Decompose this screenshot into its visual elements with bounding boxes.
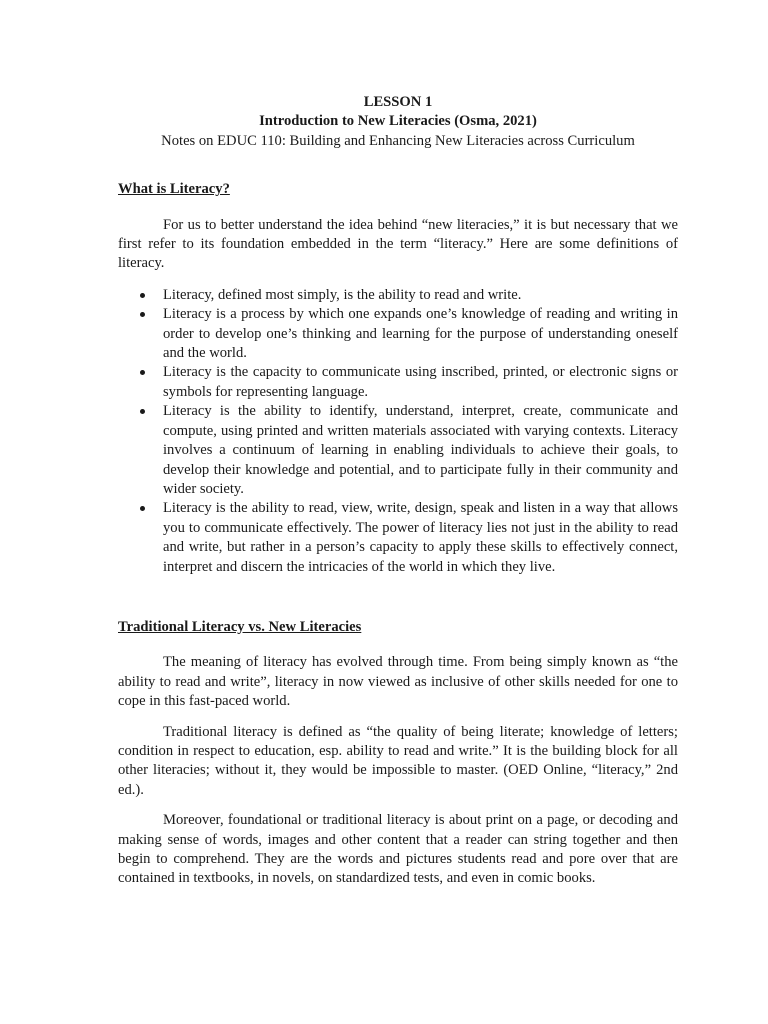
list-item-text: Literacy is the ability to read, view, write, design, speak and listen in a way that allows you to communicate effectively. The power of literacy lies not just in the ability to read and write, but rather in a person’s capacity to apply these skills to effectively connect, interpret and discern the intricacies of the world in which they live. (163, 500, 678, 575)
document-page (118, 93, 678, 889)
list-item-text: Literacy is the capacity to communicate using inscribed, printed, or electronic signs or symbols for representing language. (163, 364, 678, 400)
list-item (163, 305, 678, 363)
lesson-label: LESSON 1 (363, 94, 433, 110)
list-item (163, 363, 678, 402)
list-item (163, 499, 678, 577)
lesson-header (118, 93, 678, 151)
section-heading-what-is-literacy: What is Literacy? (118, 181, 230, 198)
bullet-icon (140, 506, 145, 511)
bullet-icon (140, 293, 145, 298)
intro-paragraph: For us to better understand the idea behind “new literacies,” it is but necessary that we first refer to its foundation embedded in the term “literacy.” Here are some definitions of literacy. (118, 216, 678, 272)
list-item (163, 402, 678, 499)
list-item-text: Literacy, defined most simply, is the ability to read and write. (163, 286, 522, 303)
body-paragraph: Traditional literacy is defined as “the quality of being literate; knowledge of letters; condition in respect to education, esp. ability to read and write.” It is the building block for all other literacies; without it, they would be impossible to master. (OED Online, “literacy,” 2nd ed.). (118, 723, 678, 798)
bullet-icon (140, 312, 145, 317)
list-item-text: Literacy is the ability to identify, understand, interpret, create, communicate and compute, using printed and written materials associated with varying contexts. Literacy involves a continuum of learning in enabling individuals to achieve their goals, to develop their knowledge and potential, and to participate fully in their community and wider society. (163, 403, 678, 497)
list-item-text: Literacy is a process by which one expands one’s knowledge of reading and writing in order to develop one’s thinking and learning for the purpose of understanding oneself and the world. (163, 306, 678, 362)
bullet-icon (140, 409, 145, 414)
list-item (163, 286, 678, 305)
course-subtitle: Notes on EDUC 110: Building and Enhancing New Literacies across Curriculum (161, 132, 635, 149)
body-paragraph: Moreover, foundational or traditional literacy is about print on a page, or decoding and making sense of words, images and other content that a reader can string together and then begin to comprehend. They are the words and pictures students read and pore over that are contained in textbooks, in novels, on standardized tests, and even in comic books. (118, 812, 678, 887)
lesson-title: Introduction to New Literacies (Osma, 2021) (259, 113, 537, 130)
definitions-list (118, 286, 678, 577)
body-paragraph: The meaning of literacy has evolved through time. From being simply known as “the ability to read and write”, literacy in now viewed as inclusive of other skills needed for one to cope in this fast-paced world. (118, 654, 678, 710)
section-heading-traditional-vs-new: Traditional Literacy vs. New Literacies (118, 618, 362, 635)
bullet-icon (140, 370, 145, 375)
